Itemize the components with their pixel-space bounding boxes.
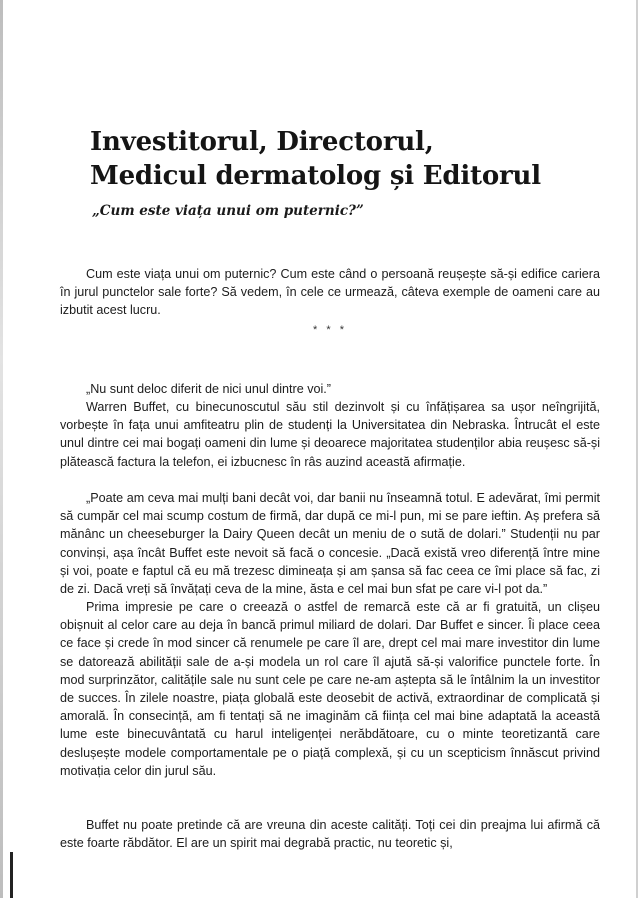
- intro-paragraph: Cum este viața unui om puternic? Cum este când o persoană reușește să-și edifice cariera în jurul punctelor sale forte? Să vedem, în cele ce urmează, câteva exemple de oameni care au izbutit acest lucru.: [60, 267, 600, 318]
- section-separator: * * *: [313, 324, 347, 336]
- paragraph-2: Warren Buffet, cu binecunoscutul său stil dezinvolt și cu înfățișarea sa ușor neîngrijită, vorbește în fața unui amfiteatru plin de studenți la Universitatea din Nebraska. Întrucât el este unul dintre cei mai bogați oameni din lume și deoarece majoritatea studenților abia reușesc să-și plătească factura la telefon, ei izbucnesc în râs auzind această afirmație.: [60, 400, 600, 469]
- paragraph-quote: „Nu sunt deloc diferit de nici unul dintre voi.”: [86, 382, 332, 396]
- paragraph-3: „Poate am ceva mai mulți bani decât voi, dar banii nu înseamnă totul. E adevărat, îmi permit să cumpăr cel mai scump costum de firmă, dar după ce mi-l pun, mi se pare ieftin. Aș prefera să mănânc un cheeseburger la Dairy Queen decât un meniu de o sută de dolari.” Studenții nu par convinși, așa încât Buffet este nevoit să facă o concesie. „Dacă există vreo diferență între mine și voi, poate e faptul că eu mă trezesc dimineața și am șansa să fac ceea ce îmi place să fac, zi de zi. Dacă vreți să învățați ceva de la mine, ăsta e cel mai bun sfat pe care vi-l pot da.”: [60, 491, 600, 597]
- chapter-title-line-1: Investitorul, Directorul,: [90, 127, 434, 157]
- scan-binding-mark: [10, 852, 13, 898]
- scan-edge: [0, 0, 3, 898]
- paragraph-5: Buffet nu poate pretinde că are vreuna din aceste calități. Toți cei din preajma lui afirmă că este foarte răbdător. El are un spirit mai degrabă practic, nu teoretic și,: [60, 818, 600, 851]
- chapter-title-line-2: Medicul dermatolog și Editorul: [90, 161, 541, 191]
- paragraph-4: Prima impresie pe care o creează o astfel de remarcă este că ar fi gratuită, un clișeu obișnuit al celor care au deja în bancă primul miliard de dolari. Dar Buffet e sincer. Îi place ceea ce face și crede în mod sincer că renumele pe care îl are, drept cel mai mare investitor din lume se datorează abilității sale de a-și modela un rol care îl ajută să-și valorifice punctele forte. În mod surprinzător, calitățile sale nu sunt cele pe care ne-am aștepta să le întâlnim la un investitor de succes. În zilele noastre, piața globală este deosebit de activă, extraordinar de complicată și amorală. În consecință, am fi tentați să ne imaginăm că ființa cel mai bine adaptată la această lume este binecuvântată cu harul inteligenței nerăbdătoare, cu o minte teoretizantă care deslușește modele comportamentale pe o piață complexă, și cu un scepticism înnăscut privind motivația celor din jurul său.: [60, 600, 600, 778]
- chapter-title: [90, 125, 541, 193]
- chapter-subtitle: „Cum este viața unui om puternic?”: [92, 203, 364, 219]
